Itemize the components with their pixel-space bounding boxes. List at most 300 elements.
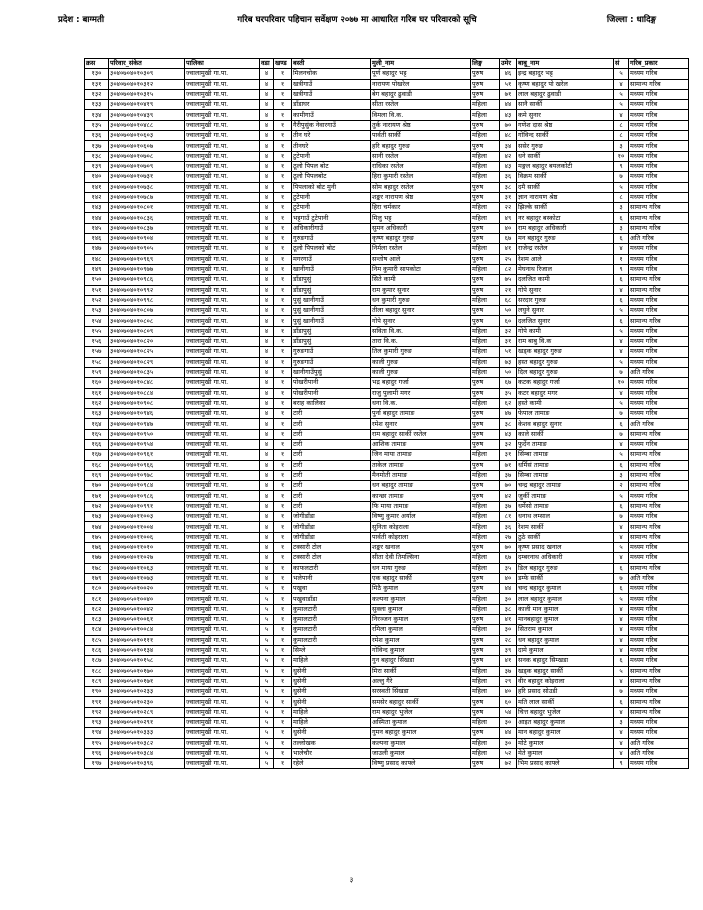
age-cell: ५२ xyxy=(500,748,517,758)
household-code-cell: ३०४०७०४०१०९८६ xyxy=(109,275,185,285)
head-name-cell: तुर्क नारायण श्रेष्ठ xyxy=(371,120,471,130)
municipality-cell: ज्वालामुखी गा.पा. xyxy=(185,89,260,99)
member-count-cell: ५ xyxy=(614,100,629,110)
age-cell: ३४ xyxy=(500,141,517,151)
municipality-cell: ज्वालामुखी गा.पा. xyxy=(185,460,260,470)
block-cell: १ xyxy=(274,429,292,439)
head-name-cell: धन माया गुरुङ xyxy=(371,563,471,573)
block-cell: १ xyxy=(274,120,292,130)
head-name-cell: सिते कामी xyxy=(371,275,471,285)
head-name-cell: गोविन्द कुमाल xyxy=(371,645,471,655)
age-cell: ५४ xyxy=(500,707,517,717)
member-count-cell: ७ xyxy=(614,409,629,419)
serial-cell: १९७ xyxy=(85,759,109,769)
settlement-cell: पखुवा xyxy=(292,584,371,594)
block-cell: १ xyxy=(274,398,292,408)
member-count-cell: ५ xyxy=(614,542,629,552)
municipality-cell: ज्वालामुखी गा.पा. xyxy=(185,398,260,408)
age-cell: ४४ xyxy=(500,100,517,110)
ward-cell: ४ xyxy=(260,501,274,511)
head-name-cell: हरि बहादुर गुरुङ xyxy=(371,141,471,151)
settlement-cell: ठूलो पिपलबोट xyxy=(292,172,371,182)
municipality-cell: ज्वालामुखी गा.पा. xyxy=(185,429,260,439)
ward-cell: ४ xyxy=(260,69,274,79)
father-name-cell: झिल्के सार्की xyxy=(517,203,614,213)
age-cell: ४४ xyxy=(500,728,517,738)
head-name-cell: शङ्कर नारायण श्रेष्ठ xyxy=(371,192,471,202)
household-code-cell: ३०४०७०४०१०७३८ xyxy=(109,182,185,192)
poverty-type-cell: मध्यम गरिब xyxy=(629,161,689,171)
settlement-cell: टुटेपानी xyxy=(292,192,371,202)
member-count-cell: ४ xyxy=(614,347,629,357)
age-cell: ८२ xyxy=(500,264,517,274)
block-cell: १ xyxy=(274,172,292,182)
ward-cell: ४ xyxy=(260,203,274,213)
father-name-cell: लाल बहादुर ढुवाडी xyxy=(517,89,614,99)
member-count-cell: ७ xyxy=(614,573,629,583)
municipality-cell: ज्वालामुखी गा.पा. xyxy=(185,264,260,274)
ward-cell: ५ xyxy=(260,697,274,707)
serial-cell: १६२ xyxy=(85,398,109,408)
poverty-type-cell: मध्यम गरिब xyxy=(629,584,689,594)
municipality-cell: ज्वालामुखी गा.पा. xyxy=(185,450,260,460)
age-cell: ४६ xyxy=(500,69,517,79)
age-cell: ४३ xyxy=(500,161,517,171)
serial-cell: १७८ xyxy=(85,563,109,573)
household-code-cell: ३०४०७०५०१०१११ xyxy=(109,635,185,645)
serial-cell: १९४ xyxy=(85,728,109,738)
table-row xyxy=(85,357,689,367)
table-row xyxy=(85,429,689,439)
head-name-cell: सीता देवी तिमल्सिना xyxy=(371,553,471,563)
gender-cell: महिला xyxy=(471,470,500,480)
serial-cell: १५० xyxy=(85,275,109,285)
block-cell: १ xyxy=(274,285,292,295)
member-count-cell: ४ xyxy=(614,522,629,532)
block-cell: १ xyxy=(274,460,292,470)
serial-cell: १४० xyxy=(85,172,109,182)
ward-cell: ४ xyxy=(260,182,274,192)
table-row xyxy=(85,748,689,758)
table-row xyxy=(85,615,689,625)
settlement-cell: कुमालटारी xyxy=(292,635,371,645)
settlement-cell: पिपलाको बोट मुनी xyxy=(292,182,371,192)
age-cell: ३१ xyxy=(500,450,517,460)
settlement-cell: टारी xyxy=(292,460,371,470)
father-name-cell: सितराम कुमाल xyxy=(517,625,614,635)
gender-cell: महिला xyxy=(471,594,500,604)
father-name-cell: कमे सुनार xyxy=(517,110,614,120)
block-cell: १ xyxy=(274,748,292,758)
poverty-type-cell: सामान्य गरिब xyxy=(629,470,689,480)
household-code-cell: ३०४०७०५०१००२० xyxy=(109,584,185,594)
table-row xyxy=(85,439,689,449)
block-cell: १ xyxy=(274,234,292,244)
household-code-cell: ३०४०७०५०१००४० xyxy=(109,594,185,604)
gender-cell: महिला xyxy=(471,748,500,758)
ward-cell: ४ xyxy=(260,337,274,347)
block-cell: १ xyxy=(274,316,292,326)
serial-cell: १५७ xyxy=(85,347,109,357)
poverty-type-cell: सामान्य गरिब xyxy=(629,697,689,707)
gender-cell: पुरुष xyxy=(471,491,500,501)
member-count-cell: ७ xyxy=(614,512,629,522)
table-row xyxy=(85,718,689,728)
block-cell: १ xyxy=(274,645,292,655)
table-row xyxy=(85,604,689,614)
member-count-cell: ४ xyxy=(614,337,629,347)
father-name-cell: हरि प्रसाद सोउडी xyxy=(517,687,614,697)
ward-cell: ४ xyxy=(260,429,274,439)
table-row xyxy=(85,182,689,192)
municipality-cell: ज्वालामुखी गा.पा. xyxy=(185,254,260,264)
member-count-cell: ५ xyxy=(614,69,629,79)
gender-cell: पुरुष xyxy=(471,573,500,583)
poverty-type-cell: सामान्य गरिब xyxy=(629,450,689,460)
serial-cell: १४७ xyxy=(85,244,109,254)
father-name-cell: डम्फे सार्की xyxy=(517,573,614,583)
block-cell: १ xyxy=(274,295,292,305)
member-count-cell: ३ xyxy=(614,470,629,480)
block-cell: १ xyxy=(274,264,292,274)
poverty-type-cell: अति गरिब xyxy=(629,234,689,244)
municipality-cell: ज्वालामुखी गा.पा. xyxy=(185,573,260,583)
settlement-cell: टारी xyxy=(292,429,371,439)
father-name-cell: दिल बहादुर गुरुङ xyxy=(517,367,614,377)
father-name-cell: धने सार्की xyxy=(517,151,614,161)
block-cell: १ xyxy=(274,223,292,233)
gender-cell: पुरुष xyxy=(471,89,500,99)
household-code-cell: ३०४०७०४०१०४३९ xyxy=(109,110,185,120)
block-cell: १ xyxy=(274,759,292,769)
municipality-cell: ज्वालामुखी गा.पा. xyxy=(185,295,260,305)
poverty-type-cell: सामान्य गरिब xyxy=(629,666,689,676)
age-cell: ७५ xyxy=(500,275,517,285)
father-name-cell: धन बहादुर कुमाल xyxy=(517,635,614,645)
member-count-cell: ४ xyxy=(614,676,629,686)
ward-cell: ४ xyxy=(260,563,274,573)
household-code-cell: ३०४०७०५०१०१७१ xyxy=(109,676,185,686)
ward-cell: ४ xyxy=(260,151,274,161)
block-cell: १ xyxy=(274,367,292,377)
father-name-cell: कृष्ण प्रसाद खनाल xyxy=(517,542,614,552)
gender-cell: पुरुष xyxy=(471,69,500,79)
head-name-cell: राम कुमार सुनार xyxy=(371,285,471,295)
municipality-cell: ज्वालामुखी गा.पा. xyxy=(185,316,260,326)
head-name-cell: सुनिता कोइराला xyxy=(371,522,471,532)
ward-cell: ४ xyxy=(260,89,274,99)
father-name-cell: सनक बहादुर सिम्खडा xyxy=(517,656,614,666)
head-name-cell: राम बहादुर भुजेल xyxy=(371,707,471,717)
poverty-type-cell: सामान्य गरिब xyxy=(629,285,689,295)
table-row xyxy=(85,110,689,120)
municipality-cell: ज्वालामुखी गा.पा. xyxy=(185,69,260,79)
head-name-cell: निर्मला रस्तेल xyxy=(371,244,471,254)
head-name-cell: सुमन अधिकारी xyxy=(371,223,471,233)
table-row xyxy=(85,563,689,573)
age-cell: ५० xyxy=(500,306,517,316)
poverty-type-cell: सामान्य गरिब xyxy=(629,275,689,285)
serial-cell: १३३ xyxy=(85,100,109,110)
serial-cell: १७५ xyxy=(85,532,109,542)
table-row xyxy=(85,69,689,79)
father-name-cell: दलजित कामी xyxy=(517,275,614,285)
poverty-type-cell: सामान्य गरिब xyxy=(629,676,689,686)
block-cell: १ xyxy=(274,718,292,728)
municipality-cell: ज्वालामुखी गा.पा. xyxy=(185,110,260,120)
block-cell: १ xyxy=(274,635,292,645)
poverty-type-cell: मध्यम गरिब xyxy=(629,337,689,347)
poverty-type-cell: मध्यम गरिब xyxy=(629,172,689,182)
ward-cell: ५ xyxy=(260,604,274,614)
gender-cell: पुरुष xyxy=(471,192,500,202)
gender-cell: महिला xyxy=(471,676,500,686)
member-count-cell: ६ xyxy=(614,563,629,573)
serial-cell: १८८ xyxy=(85,666,109,676)
table-row xyxy=(85,759,689,769)
member-count-cell: ४ xyxy=(614,615,629,625)
ward-cell: ५ xyxy=(260,645,274,655)
member-count-cell: ४ xyxy=(614,285,629,295)
gender-cell: महिला xyxy=(471,172,500,182)
municipality-cell: ज्वालामुखी गा.पा. xyxy=(185,738,260,748)
member-count-cell: ४ xyxy=(614,645,629,655)
gender-cell: पुरुष xyxy=(471,728,500,738)
table-row xyxy=(85,687,689,697)
age-cell: ४३ xyxy=(500,110,517,120)
gender-cell: पुरुष xyxy=(471,419,500,429)
settlement-cell: भट्टगाउँ टुटेपानी xyxy=(292,213,371,223)
settlement-cell: टारी xyxy=(292,501,371,511)
gender-cell: पुरुष xyxy=(471,254,500,264)
household-code-cell: ३०४०७०४०१०३०९ xyxy=(109,69,185,79)
head-name-cell: हिरा चर्मकार xyxy=(371,203,471,213)
head-name-cell: बेग बहादुर ढुवाडी xyxy=(371,89,471,99)
serial-cell: १६१ xyxy=(85,388,109,398)
block-cell: १ xyxy=(274,553,292,563)
settlement-cell: पुसुं खानीगाउँ xyxy=(292,295,371,305)
settlement-cell: माहिले xyxy=(292,656,371,666)
table-row xyxy=(85,367,689,377)
block-cell: १ xyxy=(274,728,292,738)
gender-cell: पुरुष xyxy=(471,707,500,717)
member-count-cell: ६ xyxy=(614,295,629,305)
ward-cell: ४ xyxy=(260,172,274,182)
age-cell: ३२ xyxy=(500,439,517,449)
settlement-cell: जोगीडाँडा xyxy=(292,532,371,542)
member-count-cell: ४ xyxy=(614,439,629,449)
age-cell: ४० xyxy=(500,573,517,583)
father-name-cell: मेते कुमाल xyxy=(517,748,614,758)
age-cell: ४३ xyxy=(500,429,517,439)
age-cell: ४८ xyxy=(500,131,517,141)
municipality-cell: ज्वालामुखी गा.पा. xyxy=(185,532,260,542)
poverty-type-cell: मध्यम गरिब xyxy=(629,718,689,728)
age-cell: ४१ xyxy=(500,656,517,666)
gender-cell: पुरुष xyxy=(471,697,500,707)
father-name-cell: ससेर गुरुङ xyxy=(517,141,614,151)
poverty-type-cell: अति गरिब xyxy=(629,367,689,377)
father-name-cell: राम बाबु वि.क xyxy=(517,337,614,347)
settlement-cell: भलेपानी xyxy=(292,573,371,583)
block-cell: १ xyxy=(274,512,292,522)
table-row xyxy=(85,512,689,522)
table-row xyxy=(85,707,689,717)
table-row xyxy=(85,419,689,429)
settlement-cell: पोखरीपानी xyxy=(292,378,371,388)
poverty-type-cell: सामान्य गरिब xyxy=(629,203,689,213)
table-row xyxy=(85,573,689,583)
municipality-cell: ज्वालामुखी गा.पा. xyxy=(185,470,260,480)
settlement-cell: धुसेनी xyxy=(292,666,371,676)
age-cell: ३९ xyxy=(500,645,517,655)
household-code-cell: ३०४०७०४०१०४१९ xyxy=(109,100,185,110)
settlement-cell: तीनघरे xyxy=(292,141,371,151)
block-cell: १ xyxy=(274,697,292,707)
table-row xyxy=(85,306,689,316)
ward-cell: ४ xyxy=(260,213,274,223)
father-name-cell: डिल बहादुर गुरुङ xyxy=(517,563,614,573)
member-count-cell: ६ xyxy=(614,584,629,594)
age-cell: ४७ xyxy=(500,409,517,419)
settlement-cell: पुसुं खानीगाउँ xyxy=(292,306,371,316)
serial-cell: १८९ xyxy=(85,676,109,686)
settlement-cell: टारी xyxy=(292,419,371,429)
block-cell: १ xyxy=(274,666,292,676)
head-name-cell: निरञ्जन कुमाल xyxy=(371,615,471,625)
municipality-cell: ज्वालामुखी गा.पा. xyxy=(185,728,260,738)
serial-cell: १८४ xyxy=(85,625,109,635)
father-name-cell: आइत बहादुर कुमाल xyxy=(517,718,614,728)
block-cell: १ xyxy=(274,470,292,480)
table-row xyxy=(85,553,689,563)
father-name-cell: हस्ते कामी xyxy=(517,398,614,408)
serial-cell: १४६ xyxy=(85,234,109,244)
municipality-cell: ज्वालामुखी गा.पा. xyxy=(185,367,260,377)
head-name-cell: विमला वि.क. xyxy=(371,110,471,120)
poverty-type-cell: सामान्य गरिब xyxy=(629,213,689,223)
gender-cell: पुरुष xyxy=(471,615,500,625)
member-count-cell: १० xyxy=(614,378,629,388)
head-name-cell: भद्र बहादुर गर्जा xyxy=(371,378,471,388)
page-number: ३ xyxy=(349,876,354,884)
poverty-type-cell: मध्यम गरिब xyxy=(629,439,689,449)
municipality-cell: ज्वालामुखी गा.पा. xyxy=(185,131,260,141)
father-name-cell: ज्ञान नारायण श्रेष्ठ xyxy=(517,192,614,202)
father-name-cell: कटर बहादुर मगर xyxy=(517,388,614,398)
column-header: सं xyxy=(614,59,629,69)
member-count-cell: १ xyxy=(614,254,629,264)
member-count-cell: ५ xyxy=(614,182,629,192)
head-name-cell: मिलु भट्ट xyxy=(371,213,471,223)
father-name-cell: वीर बहादुर कोइराला xyxy=(517,676,614,686)
household-code-cell: ३०४०७०५०१०१५८ xyxy=(109,656,185,666)
municipality-cell: ज्वालामुखी गा.पा. xyxy=(185,161,260,171)
serial-cell: १९५ xyxy=(85,738,109,748)
head-name-cell: राम बहादुर सार्की रस्तेल xyxy=(371,429,471,439)
settlement-cell: टारी xyxy=(292,491,371,501)
member-count-cell: ४ xyxy=(614,532,629,542)
ward-cell: ५ xyxy=(260,666,274,676)
settlement-cell: टक्सारी टोल xyxy=(292,553,371,563)
member-count-cell: ९ xyxy=(614,759,629,769)
member-count-cell: ६ xyxy=(614,501,629,511)
father-name-cell: मानबहादुर कुमाल xyxy=(517,615,614,625)
settlement-cell: पखुवाडाँडा xyxy=(292,594,371,604)
household-code-cell: ३०४०७०५०१०३३३ xyxy=(109,728,185,738)
head-name-cell: मिरा सार्की xyxy=(371,666,471,676)
head-name-cell: सरस्वती सिंखडा xyxy=(371,687,471,697)
municipality-cell: ज्वालामुखी गा.पा. xyxy=(185,213,260,223)
household-code-cell: ३०४०७०४०१०९०८ xyxy=(109,398,185,408)
settlement-cell: पुसुं खानीगाउँ xyxy=(292,316,371,326)
settlement-cell: ठूलो पिपल बोट xyxy=(292,161,371,171)
settlement-cell: टारी xyxy=(292,450,371,460)
ward-cell: ४ xyxy=(260,532,274,542)
head-name-cell: आशिक तामाङ xyxy=(371,439,471,449)
block-cell: १ xyxy=(274,110,292,120)
father-name-cell: मति लाल सार्की xyxy=(517,697,614,707)
gender-cell: महिला xyxy=(471,450,500,460)
ward-cell: ४ xyxy=(260,439,274,449)
age-cell: ३६ xyxy=(500,522,517,532)
age-cell: २७ xyxy=(500,532,517,542)
table-row xyxy=(85,728,689,738)
municipality-cell: ज्वालामुखी गा.पा. xyxy=(185,594,260,604)
table-row xyxy=(85,532,689,542)
poverty-type-cell: सामान्य गरिब xyxy=(629,481,689,491)
poverty-type-cell: मध्यम गरिब xyxy=(629,656,689,666)
member-count-cell: ४ xyxy=(614,110,629,120)
ward-cell: ४ xyxy=(260,450,274,460)
table-row xyxy=(85,79,689,89)
municipality-cell: ज्वालामुखी गा.पा. xyxy=(185,542,260,552)
age-cell: ६७ xyxy=(500,378,517,388)
household-code-cell: ३०४०७०४०१०८२० xyxy=(109,337,185,347)
municipality-cell: ज्वालामुखी गा.पा. xyxy=(185,244,260,254)
serial-cell: १४३ xyxy=(85,203,109,213)
poverty-type-cell: मध्यम गरिब xyxy=(629,326,689,336)
head-name-cell: तिल कुमारी गुरुङ xyxy=(371,347,471,357)
household-code-cell: ३०४०७०४०११०७३ xyxy=(109,573,185,583)
poverty-type-cell: मध्यम गरिब xyxy=(629,264,689,274)
gender-cell: महिला xyxy=(471,522,500,532)
head-name-cell: रमेश सुनार xyxy=(371,419,471,429)
poverty-type-cell: मध्यम गरिब xyxy=(629,120,689,130)
block-cell: १ xyxy=(274,213,292,223)
municipality-cell: ज्वालामुखी गा.पा. xyxy=(185,306,260,316)
father-name-cell: राम बहादुर अधिकारी xyxy=(517,223,614,233)
gender-cell: पुरुष xyxy=(471,460,500,470)
father-name-cell: काली मान कुमाल xyxy=(517,604,614,614)
column-header: बस्ती xyxy=(292,59,371,69)
settlement-cell: भालेचौर xyxy=(292,748,371,758)
poverty-type-cell: मध्यम गरिब xyxy=(629,542,689,552)
head-name-cell: धना वि.क. xyxy=(371,398,471,408)
age-cell: ७० xyxy=(500,120,517,130)
serial-cell: १५४ xyxy=(85,316,109,326)
age-cell: ४२ xyxy=(500,151,517,161)
municipality-cell: ज्वालामुखी गा.पा. xyxy=(185,491,260,501)
poverty-type-cell: सामान्य गरिब xyxy=(629,316,689,326)
poverty-type-cell: मध्यम गरिब xyxy=(629,244,689,254)
municipality-cell: ज्वालामुखी गा.पा. xyxy=(185,192,260,202)
age-cell: ३० xyxy=(500,594,517,604)
settlement-cell: जोगीडाँडा xyxy=(292,512,371,522)
serial-cell: १८७ xyxy=(85,656,109,666)
block-cell: १ xyxy=(274,501,292,511)
block-cell: १ xyxy=(274,388,292,398)
